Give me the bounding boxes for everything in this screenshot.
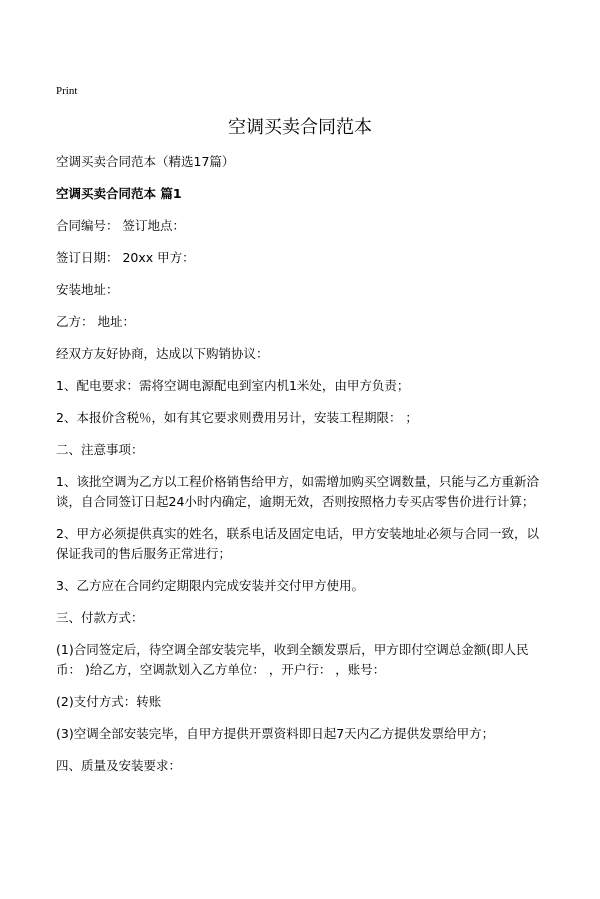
notes-clause-1: 1、该批空调为乙方以工程价格销售给甲方，如需增加购买空调数量，只能与乙方重新洽谈，自合同签订日起24小时内确定，逾期无效，否则按照格力专买店零售价进行计算； [56, 474, 539, 509]
print-label: Print [56, 85, 78, 97]
section-payment-heading: 三、付款方式： [56, 610, 144, 625]
clause-1: 1、配电要求：需将空调电源配电到室内机1米处，由甲方负责； [56, 378, 410, 393]
sign-date-line: 签订日期： 20xx 甲方： [56, 250, 195, 265]
notes-clause-2: 2、甲方必须提供真实的姓名，联系电话及固定电话，甲方安装地址必须与合同一致，以保证我司的售后服务正常进行； [56, 526, 539, 561]
document-body [56, 152, 544, 788]
notes-clause-3: 3、乙方应在合同约定期限内完成安装并交付甲方使用。 [56, 578, 364, 593]
section-heading: 空调买卖合同范本 篇1 [56, 186, 182, 201]
document-title: 空调买卖合同范本 [228, 117, 372, 138]
section-notes-heading: 二、注意事项： [56, 442, 144, 457]
payment-clause-2: (2)支付方式：转账 [56, 694, 162, 709]
agreement-intro: 经双方友好协商，达成以下购销协议： [56, 346, 269, 361]
payment-clause-1: (1)合同签定后，待空调全部安装完毕，收到全额发票后，甲方即付空调总金额(即人民币： )给乙方，空调款划入乙方单位： ，开户行： ，账号： [56, 642, 529, 677]
install-address-line: 安装地址： [56, 282, 119, 297]
party-b-line: 乙方： 地址： [56, 314, 135, 329]
payment-clause-3: (3)空调全部安装完毕，自甲方提供开票资料即日起7天内乙方提供发票给甲方； [56, 726, 495, 741]
clause-2: 2、本报价含税％，如有其它要求则费用另计，安装工程期限： ； [56, 410, 418, 425]
section-quality-heading: 四、质量及安装要求： [56, 758, 182, 773]
contract-number-line: 合同编号： 签订地点： [56, 218, 185, 233]
subtitle-paragraph: 空调买卖合同范本（精选17篇） [56, 154, 235, 169]
